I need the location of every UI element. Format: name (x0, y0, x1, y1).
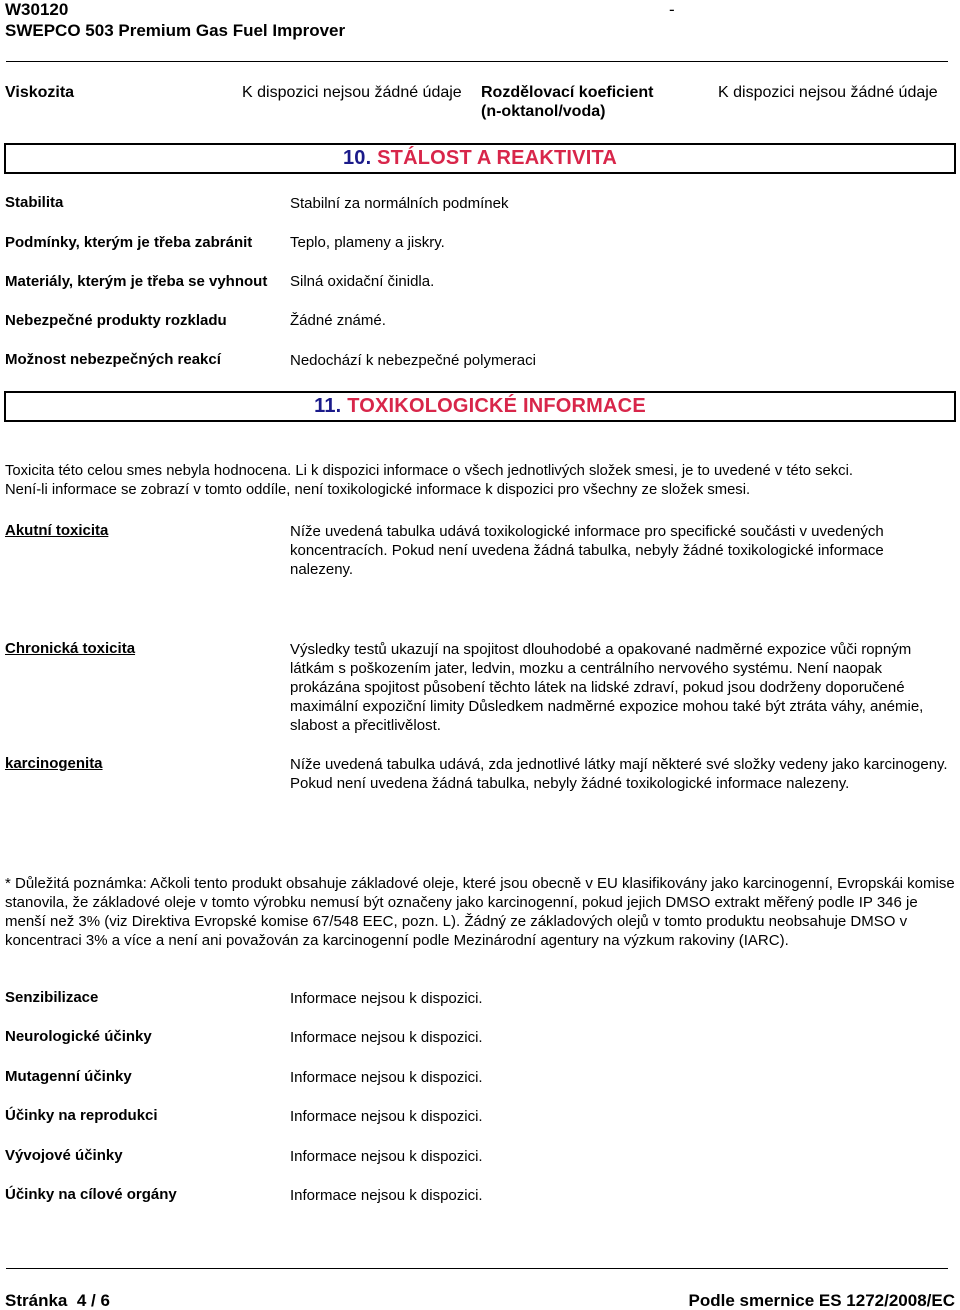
reproductive-value: Informace nejsou k dispozici. (290, 1108, 483, 1125)
viscosity-label: Viskozita (5, 84, 75, 101)
stability-value: Stabilní za normálních podmínek (290, 195, 509, 212)
header-divider (6, 61, 948, 62)
page-number (5, 1291, 110, 1310)
mutagenic-value: Informace nejsou k dispozici. (290, 1069, 483, 1086)
page-value: 4 / 6 (76, 1291, 110, 1310)
target-organ-value: Informace nejsou k dispozici. (290, 1187, 483, 1204)
decomposition-label: Nebezpečné produkty rozkladu (5, 312, 227, 329)
carcinogenicity-text: Níže uvedená tabulka udává, zda jednotlivé látky mají některé své složky vedeny jako karcinogeny. Pokud není uvedena žádná tabulka, nebyly žádné toxikologické informace nalezeny. (290, 756, 948, 792)
developmental-value: Informace nejsou k dispozici. (290, 1148, 483, 1165)
materials-label: Materiály, kterým je třeba se vyhnout (5, 273, 268, 290)
section-10-banner (4, 143, 956, 174)
stability-label: Stabilita (5, 194, 64, 211)
important-note: * Důležitá poznámka: Ačkoli tento produkt obsahuje základové oleje, které jsou obecně v EU klasifikovány jako karcinogenní, Evropskái komise stanovila, že základové oleje v tomto výrobku nemusí být označeny jako karcinogenní, pokud jejich DMSO extrakt měřený podle IP 346 je menší než 3% (viz Direktiva Evropské komise 67/548 EEC, pozn. L). Žádný ze základových olejů v tomto produktu neobsahuje DMSO v koncentraci 3% a více a není ani považován za karcinogenní podle Mezinárodní agentury na výzkum rakoviny (IARC). (5, 875, 955, 949)
document-code: W30120 (5, 0, 69, 19)
sensitization-value: Informace nejsou k dispozici. (290, 990, 483, 1007)
section-10-title: STÁLOST A REAKTIVITA (377, 147, 618, 169)
intro-line-2: Není-li informace se zobrazí v tomto oddíle, není toxikologické informace k dispozici pro všechny ze složek smesi. (5, 482, 751, 498)
section-11-title: TOXIKOLOGICKÉ INFORMACE (347, 395, 646, 417)
neurological-label: Neurologické účinky (5, 1028, 152, 1045)
conditions-label: Podmínky, kterým je třeba zabránit (5, 234, 253, 251)
target-organ-label: Účinky na cílové orgány (5, 1186, 177, 1203)
regulation-reference: Podle smernice ES 1272/2008/EC (688, 1291, 955, 1310)
partition-label: Rozdělovací koeficient (481, 84, 654, 101)
decomposition-value: Žádné známé. (290, 312, 386, 329)
section-11-banner (4, 391, 956, 422)
reactions-value: Nedochází k nebezpečné polymeraci (290, 352, 536, 369)
acute-toxicity-text: Níže uvedená tabulka udává toxikologické informace pro specifické součásti v uvedených koncentracích. Pokud není uvedena žádná tabulka, nebyly žádné toxikologické informace nalezeny. (290, 523, 884, 578)
reactions-label: Možnost nebezpečných reakcí (5, 351, 221, 368)
section-10-number: 10. (342, 147, 372, 169)
acute-toxicity-label: Akutní toxicita (5, 522, 109, 539)
partition-value: K dispozici nejsou žádné údaje (718, 84, 938, 101)
conditions-value: Teplo, plameny a jiskry. (290, 234, 445, 251)
neurological-value: Informace nejsou k dispozici. (290, 1029, 483, 1046)
footer-divider (6, 1268, 948, 1269)
intro-line-1: Toxicita této celou smes nebyla hodnocena. Li k dispozici informace o všech jednotlivých složek smesi, je to uvedené v této sekci. (5, 463, 853, 479)
materials-value: Silná oxidační činidla. (290, 273, 435, 290)
mutagenic-label: Mutagenní účinky (5, 1068, 132, 1085)
sensitization-label: Senzibilizace (5, 989, 99, 1006)
chronic-toxicity-text: Výsledky testů ukazují na spojitost dlouhodobé a opakované nadměrné expozice vůči ropným látkám s poškozením jater, ledvin, mozku a centrálního nervového systému. Není naopak prokázána spojitost působení těchto látek na lidské zdraví, pokud jsou dodrženy doporučené maximální expoziční limity Důsledkem nadměrné expozice mohou také být ztráta váhy, anémie, slabost a přecitlivělost. (290, 641, 924, 734)
viscosity-value: K dispozici nejsou žádné údaje (242, 84, 462, 101)
chronic-toxicity-label: Chronická toxicita (5, 640, 136, 657)
developmental-label: Vývojové účinky (5, 1147, 123, 1164)
reproductive-label: Účinky na reprodukci (5, 1107, 158, 1124)
header-dash: - (669, 0, 675, 19)
partition-label-cont: (n-oktanol/voda) (481, 103, 606, 120)
product-name: SWEPCO 503 Premium Gas Fuel Improver (5, 21, 346, 40)
page-label: Stránka (5, 1291, 68, 1310)
carcinogenicity-label: karcinogenita (5, 755, 103, 772)
section-11-number: 11. (314, 395, 342, 417)
